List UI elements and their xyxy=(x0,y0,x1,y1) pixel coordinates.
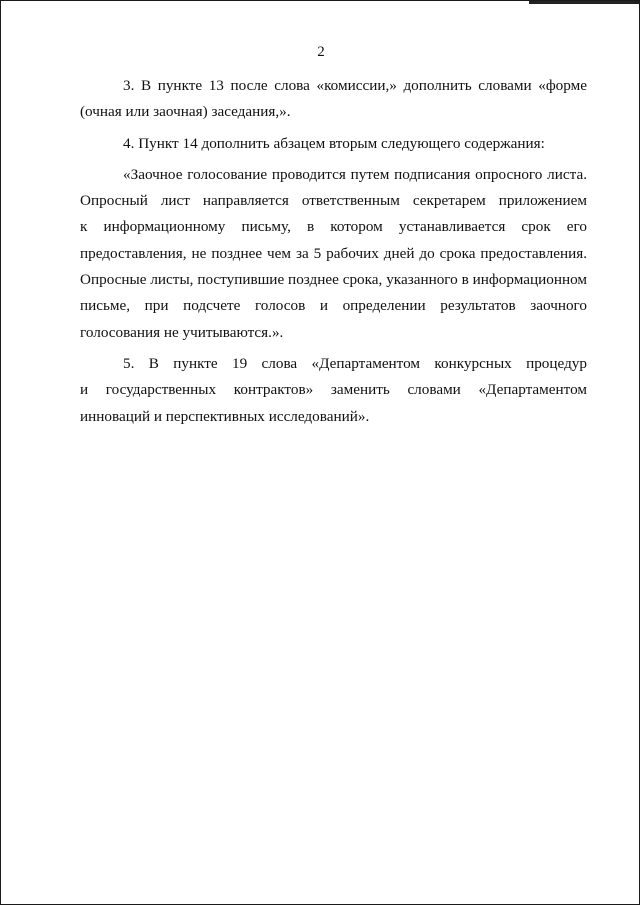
text-line: предоставления, не позднее чем за 5 рабочих дней до срока предоставления. xyxy=(80,244,587,262)
text-line: и государственных контрактов» заменить словами «Департаментом xyxy=(80,381,587,399)
text-line: 3. В пункте 13 после слова «комиссии,» дополнить словами «форме xyxy=(123,77,587,94)
page-number: 2 xyxy=(317,44,325,60)
text-line: 5. В пункте 19 слова «Департаментом конкурсных процедур xyxy=(123,354,587,372)
text-line: голосования не учитываются.». xyxy=(80,323,284,341)
document-body xyxy=(80,73,587,435)
text-line: инноваций и перспективных исследований». xyxy=(80,407,370,425)
paragraph-item-5 xyxy=(80,351,587,430)
text-line: (очная или заочная) заседания,». xyxy=(80,103,291,121)
paragraph-item-3 xyxy=(80,73,587,126)
text-line: Опросный лист направляется ответственным секретарем приложением xyxy=(80,192,587,210)
text-line: «Заочное голосование проводится путем подписания опросного листа. xyxy=(123,165,587,183)
text-line: 4. Пункт 14 дополнить абзацем вторым следующего содержания: xyxy=(123,134,545,152)
text-line: Опросные листы, поступившие позднее срока, указанного в информационном xyxy=(80,271,587,289)
scan-edge-mark xyxy=(529,1,640,4)
paragraph-quoted-text xyxy=(80,162,587,346)
text-line: к информационному письму, в котором устанавливается срок его xyxy=(80,218,587,236)
text-line: письме, при подсчете голосов и определении результатов заочного xyxy=(80,297,587,315)
paragraph-item-4 xyxy=(80,131,587,157)
